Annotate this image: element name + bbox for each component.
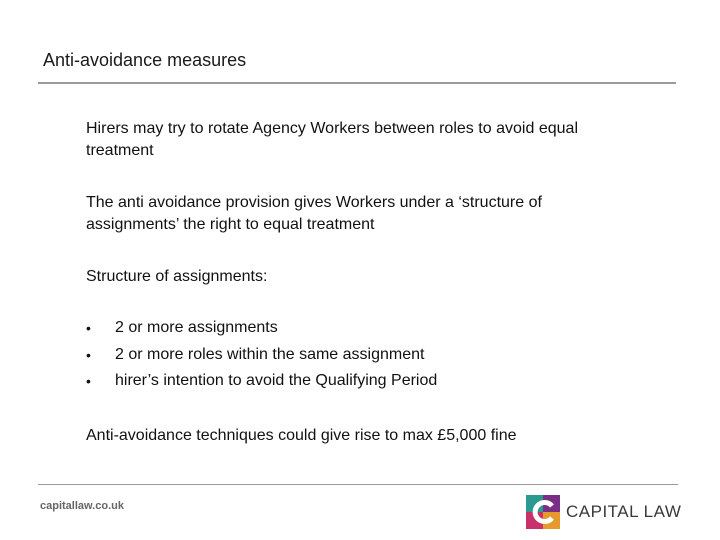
footer-divider — [38, 484, 678, 485]
logo-text: CAPITAL LAW — [566, 502, 682, 521]
list-item-text: hirer’s intention to avoid the Qualifying Period — [115, 372, 438, 390]
paragraph-rotation: Hirers may try to rotate Agency Workers between roles to avoid equal treatment — [86, 120, 578, 159]
bullet-icon: • — [86, 346, 91, 363]
logo-mark-icon — [526, 495, 560, 529]
paragraph-fine: Anti-avoidance techniques could give rise to max £5,000 fine — [86, 426, 517, 444]
list-item — [86, 342, 578, 369]
list-item-text: 2 or more assignments — [115, 319, 278, 337]
capital-law-logo — [526, 492, 686, 532]
structure-list — [86, 315, 578, 395]
footer-url[interactable]: capitallaw.co.uk — [40, 500, 124, 512]
list-item-text: 2 or more roles within the same assignment — [115, 345, 425, 363]
slide-body — [86, 118, 578, 447]
list-item — [86, 315, 578, 342]
slide-title: Anti-avoidance measures — [43, 50, 247, 70]
paragraph-provision: The anti avoidance provision gives Workers under a ‘structure of assignments’ the right to equal treatment — [86, 194, 542, 233]
list-item — [86, 368, 578, 395]
bullet-icon: • — [86, 373, 91, 390]
paragraph-structure-heading: Structure of assignments: — [86, 268, 268, 285]
title-divider — [38, 82, 676, 84]
bullet-icon: • — [86, 320, 91, 337]
